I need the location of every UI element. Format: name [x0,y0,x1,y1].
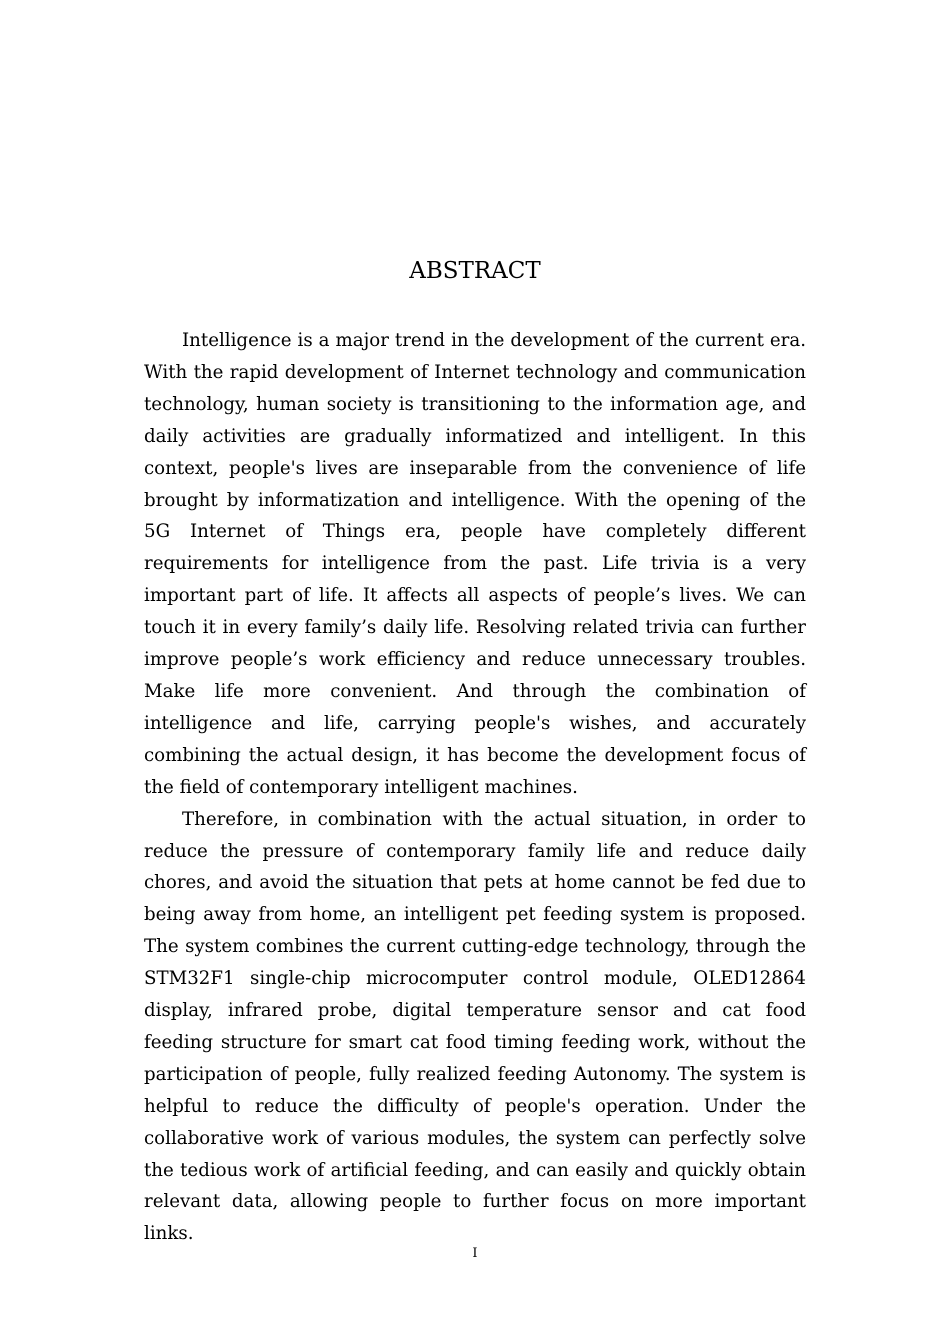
abstract-paragraph-1: Intelligence is a major trend in the development of the current era. With the rapid development of Internet technology and communication technology, human society is transitioning to the information age, and daily activities are gradually informatized and intelligent. In this context, people's lives are inseparable from the convenience of life brought by informatization and intelligence. With the opening of the 5G Internet of Things era, people have completely different requirements for intelligence from the past. Life trivia is a very important part of life. It affects all aspects of people’s lives. We can touch it in every family’s daily life. Resolving related trivia can further improve people’s work efficiency and reduce unnecessary troubles. Make life more convenient. And through the combination of intelligence and life, carrying people's wishes, and accurately combining the actual design, it has become the development focus of the field of contemporary intelligent machines. [144,330,806,798]
page-number: I [472,1246,478,1261]
abstract-title: ABSTRACT [409,258,541,284]
abstract-paragraph-2: Therefore, in combination with the actual situation, in order to reduce the pressure of contemporary family life and reduce daily chores, and avoid the situation that pets at home cannot be fed due to being away from home, an intelligent pet feeding system is proposed. The system combines the current cutting-edge technology, through the STM32F1 single-chip microcomputer control module, OLED12864 display, infrared probe, digital temperature sensor and cat food feeding structure for smart cat food timing feeding work, without the participation of people, fully realized feeding Autonomy. The system is helpful to reduce the difficulty of people's operation. Under the collaborative work of various modules, the system can perfectly solve the tedious work of artificial feeding, and can easily and quickly obtain relevant data, allowing people to further focus on more important links. [144,808,806,1245]
abstract-body [144,325,806,1250]
